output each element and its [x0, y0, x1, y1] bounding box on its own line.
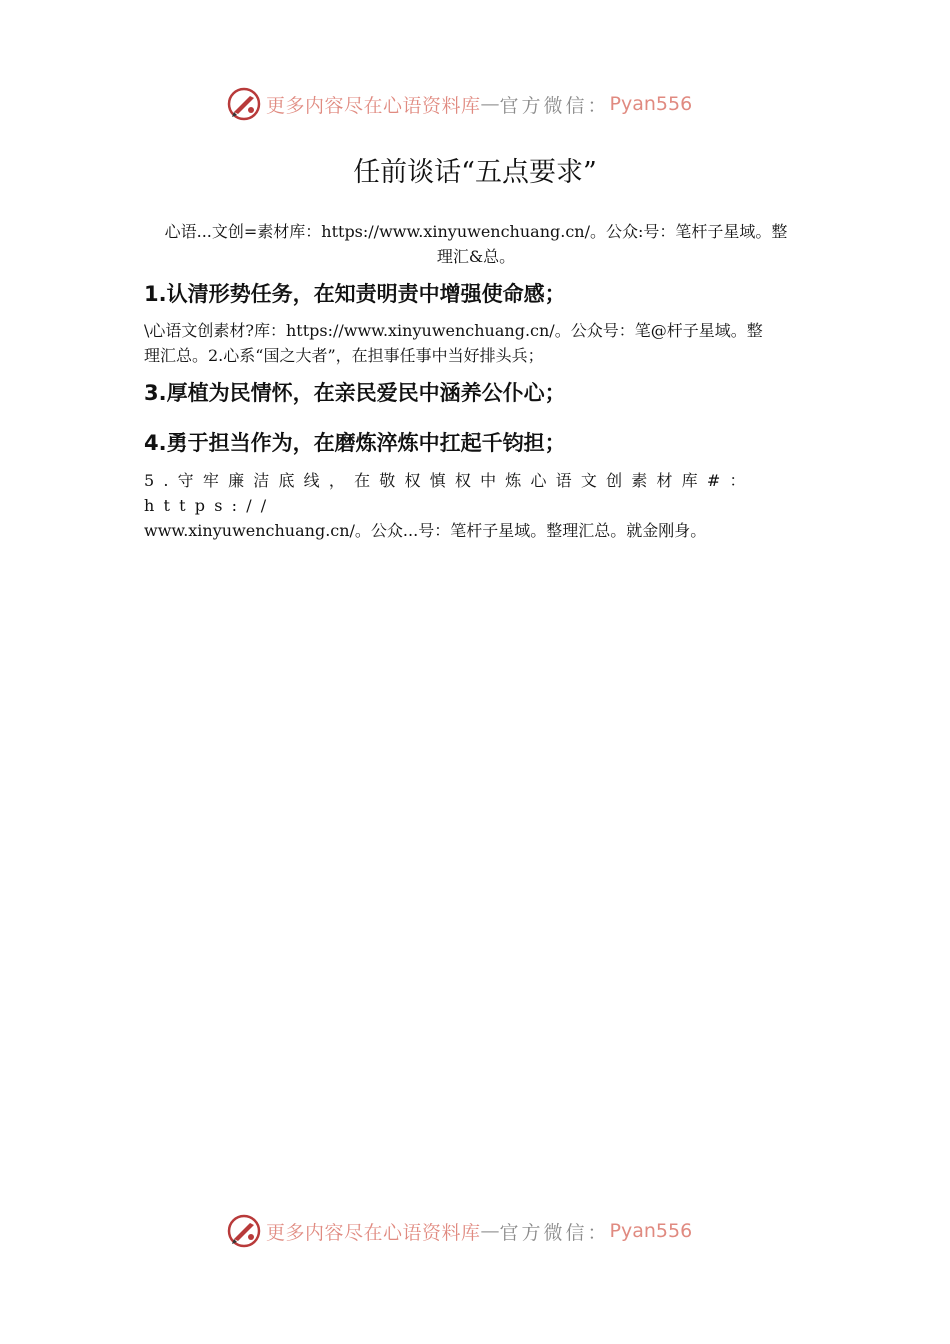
paragraph-5-line-2: www.xinyuwenchuang.cn/。公众...号：笔杆子星域。整理汇总。就金刚身。	[144, 521, 707, 540]
paragraph-5-line-1-text: 5.守牢廉洁底线，在敬权慎权中炼心语文创素材库#：https://	[144, 471, 755, 515]
paragraph-2-line-2: 理汇总。2.心系“国之大者”，在担事任事中当好排头兵；	[144, 346, 544, 365]
document-title: 任前谈话“五点要求”	[353, 157, 597, 188]
section-paragraph-5	[144, 468, 808, 543]
section-paragraph-2	[144, 318, 808, 368]
intro-line-2: 理汇&总。	[436, 247, 516, 266]
pen-logo-icon	[226, 86, 262, 122]
section-heading-4: 4.勇于担当作为，在磨炼淬炼中扛起千钧担；	[144, 431, 566, 455]
pen-logo-icon	[226, 1213, 262, 1249]
intro-paragraph	[144, 219, 808, 269]
banner-wechat-id: Pyan556	[609, 1220, 693, 1242]
banner-slogan: 更多内容尽在心语资料库	[266, 94, 481, 117]
intro-line-1: 心语...文创=素材库：https://www.xinyuwenchuang.cn/。公众:号：笔杆子星域。整	[164, 222, 788, 241]
banner-wechat-label: 官方微信：	[499, 94, 610, 117]
paragraph-5-line-1	[144, 468, 808, 518]
banner-slogan: 更多内容尽在心语资料库	[266, 1221, 481, 1244]
banner-dash: —	[480, 1220, 500, 1242]
section-heading-1: 1.认清形势任务，在知责明责中增强使命感；	[144, 282, 566, 306]
banner-wechat-id: Pyan556	[609, 93, 693, 115]
footer-banner	[226, 1211, 726, 1251]
paragraph-2-line-1: \心语文创素材?库：https://www.xinyuwenchuang.cn/。公众号：笔@杆子星域。整	[144, 321, 763, 340]
section-heading-3: 3.厚植为民情怀，在亲民爱民中涵养公仆心；	[144, 381, 566, 405]
header-banner	[226, 84, 726, 124]
banner-dash: —	[480, 93, 500, 115]
banner-wechat-label: 官方微信：	[499, 1221, 610, 1244]
